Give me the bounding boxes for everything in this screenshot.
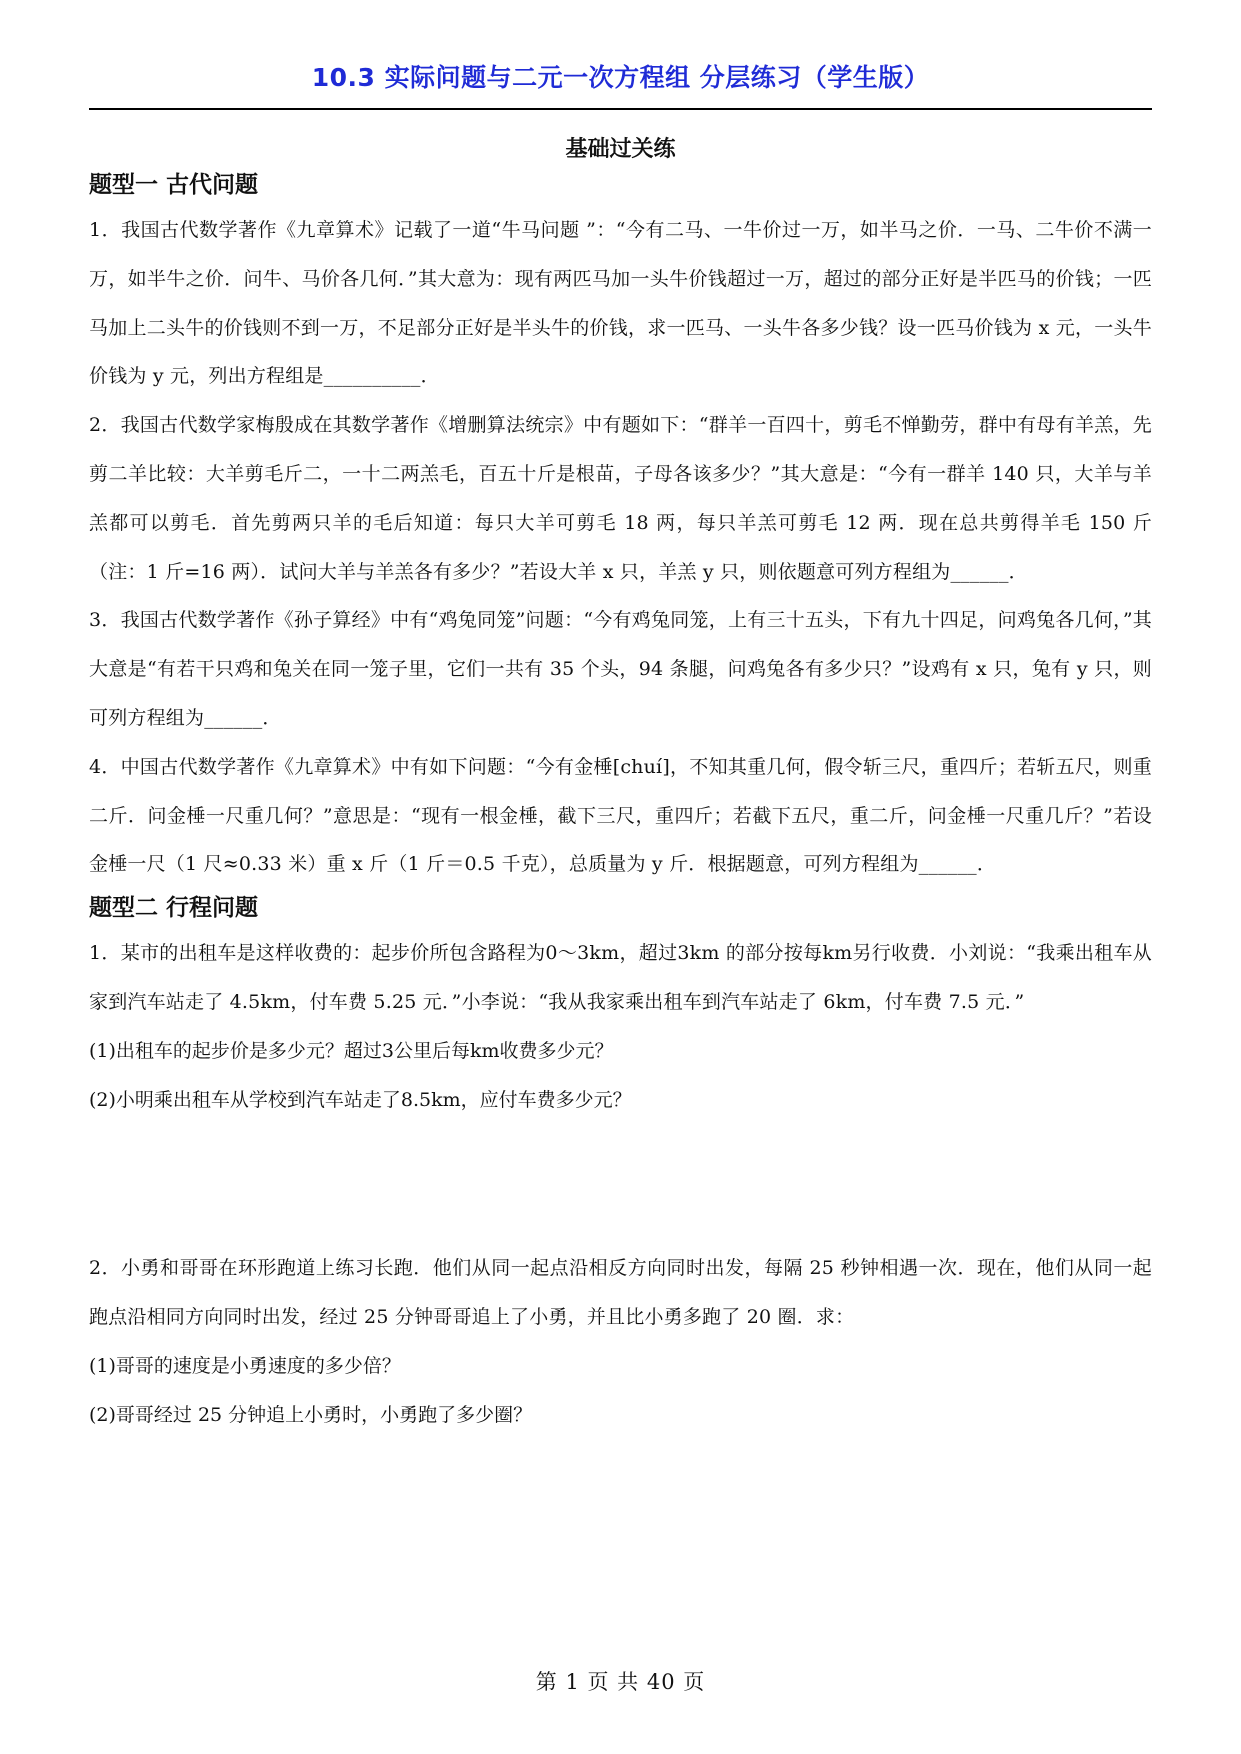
travel-question-2-part-1: (1)哥哥的速度是小勇速度的多少倍？ (89, 1354, 401, 1377)
section-title: 基础过关练 (565, 137, 676, 162)
question-4: 4．中国古代数学著作《九章算术》中有如下问题：“今有金棰[chuí]，不知其重几何，假令斩三尺，重四斤；若斩五尺，则重二斤．问金棰一尺重几何？”意思是：“现有一根金棰，截下三尺，重四斤；若截下五尺，重二斤，问金棰一尺重几斤？”若设金棰一尺（1 尺≈0.33 米）重 x 斤（1 斤＝0.5 千克），总质量为 y 斤．根据题意，可列方程组为______． (89, 755, 1152, 876)
travel-question-2: 2．小勇和哥哥在环形跑道上练习长跑．他们从同一起点沿相反方向同时出发，每隔 25 秒钟相遇一次．现在，他们从同一起跑点沿相同方向同时出发，经过 25 分钟哥哥追上了小勇，并且比小勇多跑了 20 圈．求： (89, 1257, 1152, 1329)
title-divider (89, 108, 1152, 110)
travel-question-1-part-1: (1)出租车的起步价是多少元？超过3公里后每km收费多少元？ (89, 1039, 614, 1062)
travel-question-1: 1．某市的出租车是这样收费的：起步价所包含路程为0～3km，超过3km 的部分按每km另行收费．小刘说：“我乘出租车从家到汽车站走了 4.5km，付车费 5.25 元．”小李说：“我从我家乘出租车到汽车站走了 6km，付车费 7.5 元．” (89, 942, 1152, 1013)
part-heading-travel: 题型二 行程问题 (89, 895, 259, 922)
answer-space (89, 1124, 1152, 1244)
question-2: 2．我国古代数学家梅殷成在其数学著作《增删算法统宗》中有题如下：“群羊一百四十，剪毛不惮勤劳，群中有母有羊羔，先剪二羊比较：大羊剪毛斤二，一十二两羔毛，百五十斤是根苗，子母各该多少？”其大意是：“今有一群羊 140 只，大羊与羊羔都可以剪毛．首先剪两只羊的毛后知道：每只大羊可剪毛 18 两，每只羊羔可剪毛 12 两．现在总共剪得羊毛 150 斤（注：1 斤=16 两）．试问大羊与羊羔各有多少？”若设大羊 x 只，羊羔 y 只，则依题意可列方程组为______． (89, 414, 1152, 583)
question-3: 3．我国古代数学著作《孙子算经》中有“鸡兔同笼”问题：“今有鸡兔同笼，上有三十五头，下有九十四足，问鸡兔各几何，”其大意是“有若干只鸡和兔关在同一笼子里，它们一共有 35 个头，94 条腿，问鸡兔各有多少只？”设鸡有 x 只，兔有 y 只，则可列方程组为______． (89, 609, 1152, 729)
travel-question-2-part-2: (2)哥哥经过 25 分钟追上小勇时，小勇跑了多少圈？ (89, 1403, 533, 1426)
document-title: 10.3 实际问题与二元一次方程组 分层练习（学生版） (311, 63, 930, 92)
question-1: 1．我国古代数学著作《九章算术》记载了一道“牛马问题 ”：“今有二马、一牛价过一万，如半马之价．一马、二牛价不满一万，如半牛之价．问牛、马价各几何．”其大意为：现有两匹马加一头牛价钱超过一万，超过的部分正好是半匹马的价钱；一匹马加上二头牛的价钱则不到一万，不足部分正好是半头牛的价钱，求一匹马、一头牛各多少钱？设一匹马价钱为 x 元，一头牛价钱为 y 元，列出方程组是__________． (89, 219, 1152, 388)
page-footer: 第 1 页 共 40 页 (535, 1670, 706, 1694)
travel-question-1-part-2: (2)小明乘出租车从学校到汽车站走了8.5km，应付车费多少元？ (89, 1088, 632, 1111)
part-heading-ancient: 题型一 古代问题 (89, 172, 259, 198)
document-body (89, 166, 1152, 1440)
